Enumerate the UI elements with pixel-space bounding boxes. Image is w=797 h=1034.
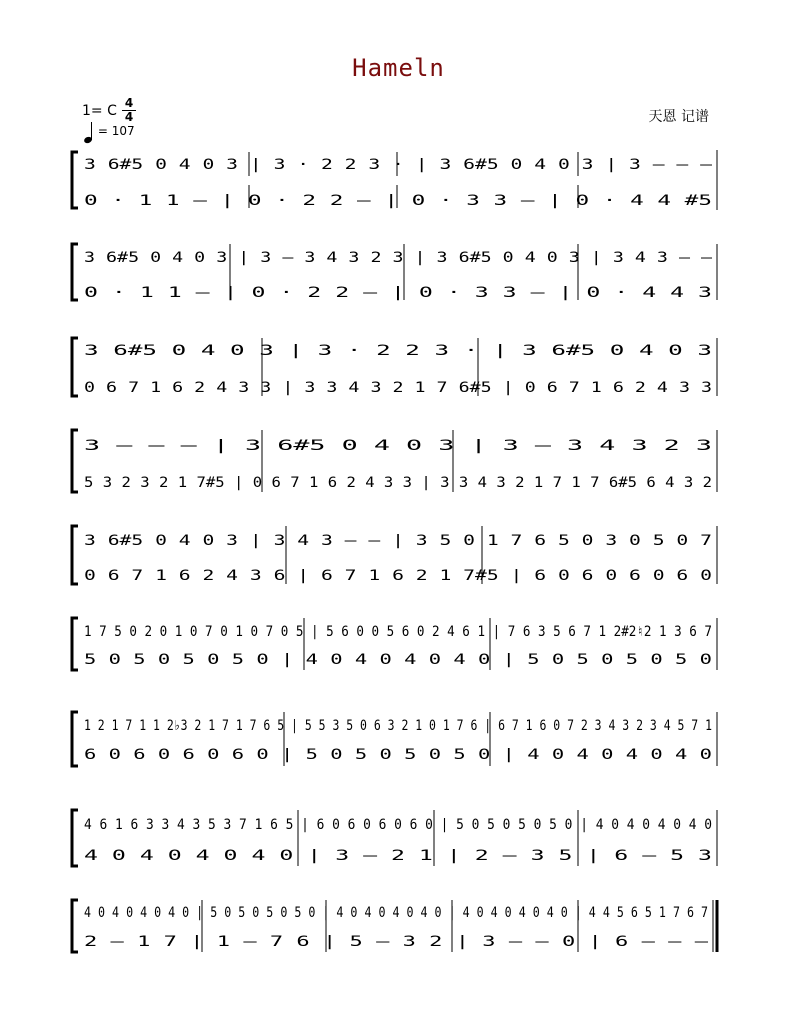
system-5-upper: 3 6#5 0 4 0 3 | 3 4 3 – – | 3 5 0 1 7 6 5 0 3 0 5 0 7 [84, 533, 712, 549]
time-signature-top: 4 [124, 96, 134, 110]
system-6 [72, 618, 717, 670]
score-title: Hameln [352, 54, 445, 82]
system-2 [72, 244, 717, 301]
time-signature-bottom: 4 [124, 110, 134, 124]
system-8 [72, 810, 717, 866]
system-7-upper: 1 2 1 7 1 1 2♭3 2 1 7 1 7 6 5 | 5 5 3 5 0 6 3 2 1 0 1 7 6 | 6 7 1 6 0 7 2 3 4 3 2 3 4 5 7 1 [84, 718, 712, 734]
system-1-upper: 3 6#5 0 4 0 3 | 3 · 2 2 3 · | 3 6#5 0 4 0 3 | 3 – – – [84, 157, 713, 173]
system-4 [72, 430, 717, 492]
system-1 [72, 150, 717, 210]
system-5-lower: 0 6 7 1 6 2 4 3 6 | 6 7 1 6 2 1 7#5 | 6 0 6 0 6 0 6 0 [84, 568, 712, 584]
system-8-lower: 4 0 4 0 4 0 4 0 | 3 – 2 1 | 2 – 3 5 | 6 – 5 3 [84, 848, 712, 864]
system-3-upper: 3 6#5 0 4 0 3 | 3 · 2 2 3 · | 3 6#5 0 4 0 3 [84, 343, 712, 359]
system-4-lower: 5 3 2 3 2 1 7#5 | 0 6 7 1 6 2 4 3 3 | 3 3 4 3 2 1 7 1 7 6#5 6 4 3 2 [84, 475, 712, 491]
system-9 [72, 900, 717, 952]
tempo-value: = 107 [97, 124, 135, 138]
system-2-lower: 0 · 1 1 – | 0 · 2 2 – | 0 · 3 3 – | 0 · 4 4 3 [84, 285, 712, 301]
system-7-lower: 6 0 6 0 6 0 6 0 | 5 0 5 0 5 0 5 0 | 4 0 4 0 4 0 4 0 [84, 747, 712, 763]
system-5 [72, 526, 717, 584]
system-7 [72, 712, 717, 766]
system-2-upper: 3 6#5 0 4 0 3 | 3 – 3 4 3 2 3 | 3 6#5 0 4 0 3 | 3 4 3 – – [84, 250, 713, 266]
system-3-lower: 0 6 7 1 6 2 4 3 3 | 3 3 4 3 2 1 7 6#5 | 0 6 7 1 6 2 4 3 3 [84, 380, 712, 396]
system-9-lower: 2 – 1 7 | 1 – 7 6 | 5 – 3 2 | 3 – – 0 | 6 – – – [84, 934, 709, 950]
system-8-upper: 4 6 1 6 3 3 4 3 5 3 7 1 6 5 | 6 0 6 0 6 0 6 0 | 5 0 5 0 5 0 5 0 | 4 0 4 0 4 0 4 0 [84, 817, 712, 833]
key-signature: 1= C [82, 103, 117, 119]
system-6-upper: 1 7 5 0 2 0 1 0 7 0 1 0 7 0 5 | 5 6 0 0 5 6 0 2 4 6 1 | 7 6 3 5 6 7 1 2#2♮2 1 3 6 7 [84, 624, 712, 640]
composer-credit: 天恩 记谱 [648, 109, 709, 125]
system-1-lower: 0 · 1 1 – | 0 · 2 2 – | 0 · 3 3 – | 0 · 4 4 #5 [84, 193, 712, 209]
system-9-upper: 4 0 4 0 4 0 4 0 | 5 0 5 0 5 0 5 0 | 4 0 4 0 4 0 4 0 | 4 0 4 0 4 0 4 0 | 4 4 5 6 5 1 7 6 7 [84, 905, 708, 921]
system-3 [72, 338, 717, 396]
system-6-lower: 5 0 5 0 5 0 5 0 | 4 0 4 0 4 0 4 0 | 5 0 5 0 5 0 5 0 [84, 652, 712, 668]
system-4-upper: 3 – – – | 3 6#5 0 4 0 3 | 3 – 3 4 3 2 3 [84, 438, 712, 454]
